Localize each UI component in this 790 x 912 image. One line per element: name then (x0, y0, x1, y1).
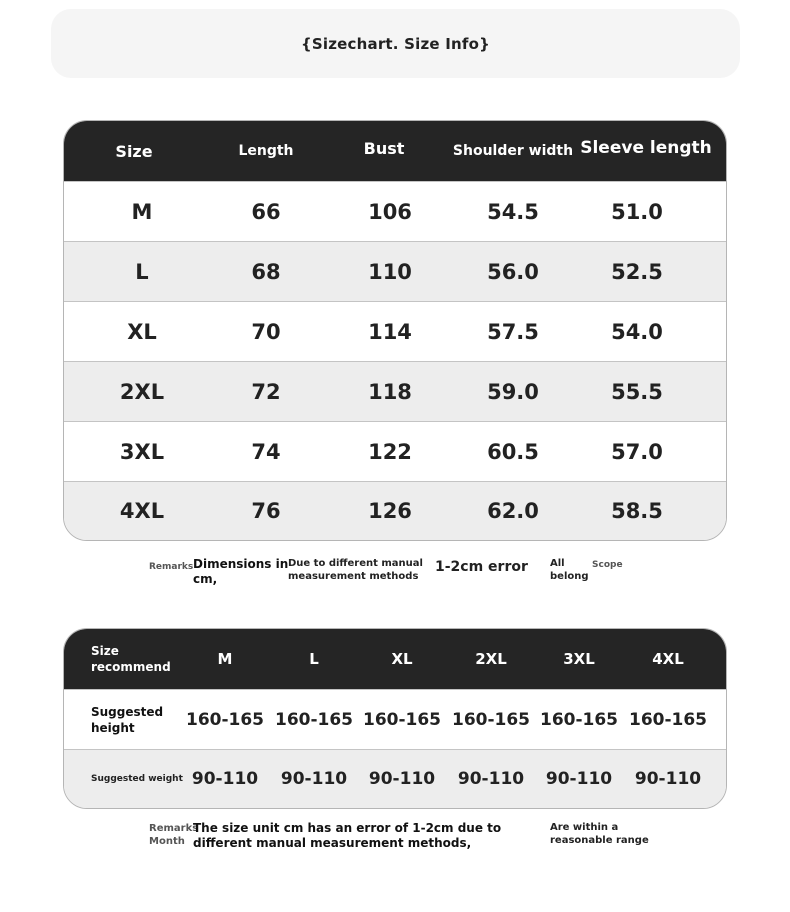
page-title: {Sizechart. Size Info} (301, 34, 490, 53)
sleeve-cell: 58.5 (611, 499, 663, 523)
header-size: XL (391, 650, 413, 668)
height-cell: 160-165 (539, 709, 619, 730)
remarks-all-belong: All belong (550, 558, 589, 582)
header-sleeve-length: Sleeve length (580, 138, 712, 158)
remarks-reasonable-range: Are within a reasonable range (550, 822, 649, 846)
weight-cell: 90-110 (545, 769, 613, 789)
table-row (64, 241, 726, 301)
height-cell: 160-165 (451, 709, 531, 730)
sleeve-cell: 55.5 (611, 379, 663, 404)
size-cell: 4XL (119, 499, 165, 523)
header-size: 2XL (475, 650, 507, 668)
bust-cell: 126 (368, 499, 412, 523)
weight-cell: 90-110 (457, 769, 525, 789)
height-cell: 160-165 (628, 709, 708, 730)
remarks-due: Due to different manual measurement methods (288, 558, 423, 582)
length-cell: 70 (251, 319, 281, 344)
size-cell: L (135, 259, 149, 284)
header-bust: Bust (363, 138, 405, 158)
height-cell: 160-165 (274, 709, 354, 730)
size-cell: 3XL (119, 439, 165, 464)
remarks-label: Remarks (149, 562, 194, 572)
shoulder-cell: 60.5 (487, 439, 539, 464)
bust-cell: 110 (368, 259, 412, 284)
table-row (64, 181, 726, 241)
table-row (64, 421, 726, 481)
length-cell: 68 (251, 259, 281, 284)
suggested-height-row (64, 689, 726, 749)
remarks-size-unit-note: The size unit cm has an error of 1-2cm due to different manual measurement methods, (193, 821, 502, 850)
header-size: 4XL (652, 650, 684, 668)
title-bar (51, 9, 740, 78)
sleeve-cell: 52.5 (611, 259, 663, 284)
shoulder-cell: 54.5 (487, 199, 539, 224)
height-cell: 160-165 (362, 709, 442, 730)
height-cell: 160-165 (185, 709, 265, 730)
size-cell: M (131, 199, 153, 224)
table-row (64, 301, 726, 361)
bust-cell: 122 (368, 439, 412, 464)
header-size-recommend: Size recommend (91, 644, 171, 674)
weight-cell: 90-110 (368, 769, 436, 789)
sleeve-cell: 51.0 (611, 199, 663, 224)
table-row (64, 361, 726, 421)
remarks-scope: Scope (592, 560, 623, 570)
suggested-weight-label: Suggested weight (91, 774, 183, 784)
shoulder-cell: 56.0 (487, 259, 539, 284)
weight-cell: 90-110 (191, 769, 259, 789)
weight-cell: 90-110 (280, 769, 348, 789)
bust-cell: 114 (368, 319, 412, 344)
shoulder-cell: 59.0 (487, 379, 539, 404)
header-size: M (217, 650, 233, 668)
size-cell: 2XL (119, 379, 165, 404)
header-size: 3XL (563, 650, 595, 668)
table-row (64, 481, 726, 540)
header-length: Length (238, 143, 294, 159)
header-size: L (309, 650, 319, 668)
bust-cell: 106 (368, 199, 412, 224)
remarks-dimensions: Dimensions in cm, (193, 557, 289, 586)
length-cell: 72 (251, 379, 281, 404)
size-recommend-table (63, 628, 727, 809)
suggested-weight-row (64, 749, 726, 808)
remarks-month-label: Remarks Month (149, 823, 199, 847)
suggested-height-label: Suggested height (91, 704, 164, 735)
length-cell: 74 (251, 439, 281, 464)
remarks-error: 1-2cm error (435, 559, 528, 575)
shoulder-cell: 57.5 (487, 319, 539, 344)
size-chart-table (63, 120, 727, 541)
length-cell: 76 (251, 499, 281, 523)
sleeve-cell: 54.0 (611, 319, 663, 344)
header-shoulder-width: Shoulder width (452, 143, 574, 159)
shoulder-cell: 62.0 (487, 499, 539, 523)
recommend-header-row (64, 629, 726, 689)
bust-cell: 118 (368, 379, 412, 404)
sleeve-cell: 57.0 (611, 439, 663, 464)
weight-cell: 90-110 (634, 769, 702, 789)
size-chart-header-row (64, 121, 726, 181)
size-cell: XL (127, 319, 157, 344)
length-cell: 66 (251, 199, 281, 224)
header-size: Size (115, 141, 153, 161)
